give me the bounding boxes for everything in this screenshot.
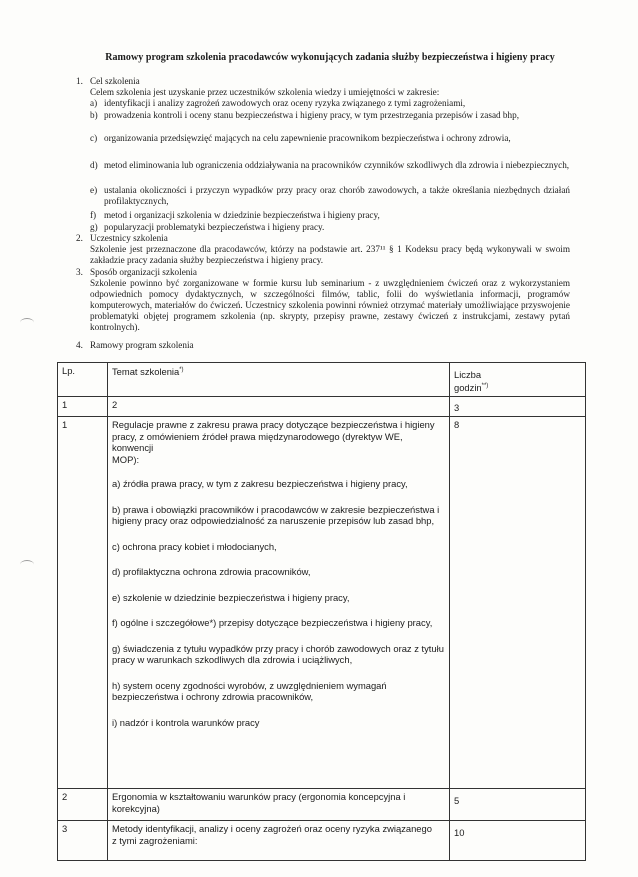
scan-margin-mark <box>20 560 34 569</box>
list-item-text: ustalania okoliczności i przyczyn wypadków przy pracy oraz chorób zawodowych, a także określania niezbędnych działań profilaktycznych, <box>104 185 570 206</box>
table-header-row <box>58 363 586 397</box>
list-item-label: a) <box>90 98 98 108</box>
table-row <box>58 789 586 821</box>
subtopic: i) nadzór i kontrola warunków pracy <box>112 716 260 728</box>
section-3-body: Szkolenie powinno być zorganizowane w formie kursu lub seminarium - z uwzględnieniem ćwiczeń oraz z wykorzystaniem odpowiednich pomocy dydaktycznych, w szczególności filmów, tablic, folii do wyświetlania informacji, programów komputerowych, materiałów do ćwiczeń. Uczestnicy szkolenia powinni również otrzymać materiały umożliwiające przyswojenie problematyki objętej programem szkolenia (np. skrypty, przepisy prawne, zestawy ćwiczeń z instrukcjami, zestawy pytań kontrolnych). <box>90 278 570 332</box>
subtopic: h) system oceny zgodności wyrobów, z uwzględnieniem wymagań bezpieczeństwa i ochrony zdrowia pracowników, <box>112 679 387 702</box>
row-lp: 2 <box>58 789 108 821</box>
subtopic: d) profilaktyczna ochrona zdrowia pracowników, <box>112 566 311 577</box>
index-hours: 3 <box>450 397 586 417</box>
section-number: 1. <box>76 76 83 86</box>
table-row <box>58 417 586 789</box>
header-topic <box>108 363 450 397</box>
subtopic: c) ochrona pracy kobiet i młodocianych, <box>112 540 277 552</box>
list-item-text: metod i organizacji szkolenia w dziedzinie bezpieczeństwa i higieny pracy, <box>104 210 380 220</box>
header-lp <box>58 363 108 397</box>
document-title: Ramowy program szkolenia pracodawców wykonujących zadania służby bezpieczeństwa i higieny pracy <box>105 52 555 63</box>
list-item-text: identyfikacji i analizy zagrożeń zawodowych oraz oceny ryzyka związanego z tymi zagrożeniami, <box>104 98 466 108</box>
header-topic-text: Temat szkolenia <box>112 366 180 378</box>
section-number: 2. <box>76 233 83 243</box>
list-item-text: metod eliminowania lub ograniczenia oddziaływania na pracowników czynników szkodliwych dla zdrowia i niebezpiecznych, <box>104 160 570 170</box>
subtopic: b) prawa i obowiązki pracowników i pracodawców w zakresie bezpieczeństwa i higieny pracy oraz odpowiedzialność za naruszenie przepisów lub zasad bhp, <box>112 503 440 526</box>
list-item-text: organizowania przedsięwzięć mających na celu zapewnienie pracownikom bezpieczeństwa i ochrony zdrowia, <box>104 133 511 143</box>
subtopic: g) świadczenia z tytułu wypadków przy pracy i chorób zawodowych oraz z tytułu pracy w warunkach szkodliwych dla zdrowia i uciążliwych, <box>112 642 444 665</box>
section-title: Sposób organizacji szkolenia <box>90 267 197 277</box>
section-2-body: Szkolenie jest przeznaczone dla pracodawców, którzy na podstawie art. 237¹¹ § 1 Kodeksu pracy będą wykonywali w swoim zakładzie pracy zadania służby bezpieczeństwa i higieny pracy. <box>90 244 570 265</box>
header-topic-footnote: *) <box>179 367 184 373</box>
list-item-label: c) <box>90 133 98 143</box>
row-topic: Metody identyfikacji, analizy i oceny zagrożeń oraz oceny ryzyka związanego z tymi zagrożeniami: <box>108 821 450 861</box>
header-hours <box>450 363 586 397</box>
list-item-label: g) <box>90 222 98 232</box>
table-row <box>58 821 586 861</box>
row-lp: 1 <box>58 417 108 789</box>
section-1-intro: Celem szkolenia jest uzyskanie przez uczestników szkolenia wiedzy i umiejętności w zakresie: <box>90 87 440 97</box>
list-item-label: f) <box>90 210 97 220</box>
section-title: Cel szkolenia <box>90 76 140 86</box>
section-title: Ramowy program szkolenia <box>90 340 194 350</box>
header-hours-line1: Liczba <box>454 369 482 380</box>
row-topic: Ergonomia w kształtowaniu warunków pracy (ergonomia koncepcyjna i korekcyjna) <box>108 789 450 821</box>
row-hours: 10 <box>450 821 586 861</box>
list-item-label: e) <box>90 185 98 195</box>
list-item-text: popularyzacji problematyki bezpieczeństwa i higieny pracy. <box>104 222 325 232</box>
subtopic: e) szkolenie w dziedzinie bezpieczeństwa i higieny pracy, <box>112 591 350 603</box>
list-item-label: b) <box>90 110 98 120</box>
header-lp-text: Lp. <box>62 365 76 376</box>
header-hours-footnote: **) <box>481 382 489 389</box>
section-title: Uczestnicy szkolenia <box>90 233 168 243</box>
row-hours: 8 <box>450 417 586 789</box>
row-lp: 3 <box>58 821 108 861</box>
index-lp: 1 <box>58 397 108 417</box>
row-topic <box>108 417 450 789</box>
row-hours: 5 <box>450 789 586 821</box>
section-number: 4. <box>76 340 83 350</box>
scan-margin-mark <box>20 318 34 327</box>
subtopic: f) ogólne i szczegółowe*) przepisy dotyczące bezpieczeństwa i higieny pracy, <box>112 617 433 628</box>
section-number: 3. <box>76 267 83 277</box>
program-table <box>57 362 586 861</box>
index-topic: 2 <box>108 397 450 417</box>
table-index-row <box>58 397 586 417</box>
subtopic: a) źródła prawa pracy, w tym z zakresu bezpieczeństwa i higieny pracy, <box>112 478 408 489</box>
list-item-text: prowadzenia kontroli i oceny stanu bezpieczeństwa i higieny pracy, w tym przestrzegania przepisów i zasad bhp, <box>104 110 519 120</box>
row-topic-intro: Regulacje prawne z zakresu prawa pracy dotyczące bezpieczeństwa i higieny pracy, z omówieniem źródeł prawa międzynarodowego (dyrektyw WE, konwencji MOP): <box>112 419 435 465</box>
header-hours-line2: godzin <box>454 381 482 393</box>
list-item-label: d) <box>90 160 98 170</box>
